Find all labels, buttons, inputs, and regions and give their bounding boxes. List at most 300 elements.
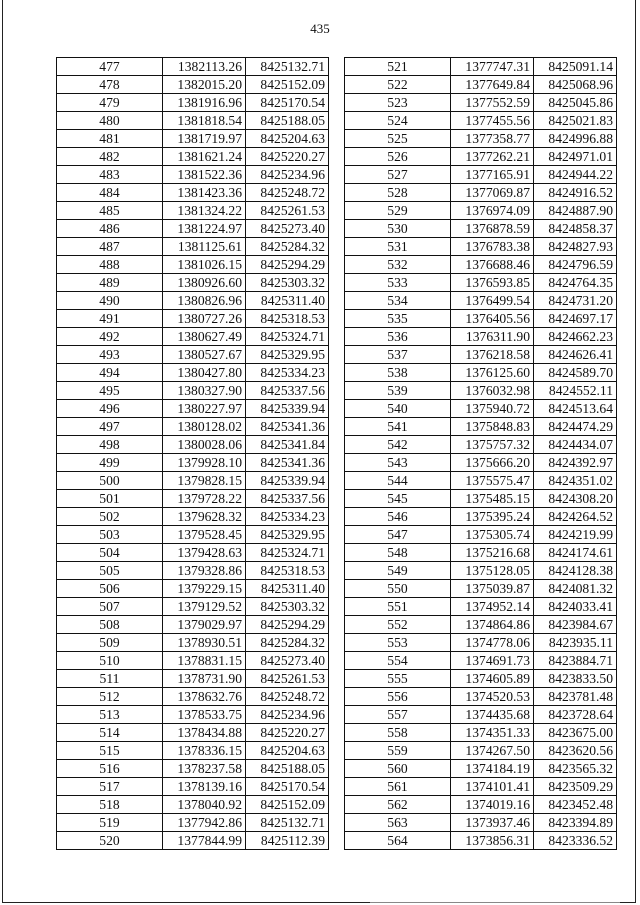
table-row: [345, 436, 617, 454]
table-row: [345, 544, 617, 562]
table-row: [345, 220, 617, 238]
y-coordinate-cell: 8424662.23: [534, 328, 617, 346]
y-coordinate-cell: 8425261.53: [246, 202, 329, 220]
table-body: [345, 58, 617, 850]
y-coordinate-cell: 8425188.05: [246, 112, 329, 130]
table-row: [345, 310, 617, 328]
x-coordinate-cell: 1380327.90: [163, 382, 246, 400]
table-row: [345, 94, 617, 112]
table-row: [57, 544, 329, 562]
x-coordinate-cell: 1375128.05: [451, 562, 534, 580]
y-coordinate-cell: 8424887.90: [534, 202, 617, 220]
x-coordinate-cell: 1381522.36: [163, 166, 246, 184]
table-row: [345, 670, 617, 688]
point-number-cell: 513: [57, 706, 163, 724]
x-coordinate-cell: 1377358.77: [451, 130, 534, 148]
x-coordinate-cell: 1374435.68: [451, 706, 534, 724]
y-coordinate-cell: 8423336.52: [534, 832, 617, 850]
point-number-cell: 510: [57, 652, 163, 670]
point-number-cell: 500: [57, 472, 163, 490]
point-number-cell: 522: [345, 76, 451, 94]
point-number-cell: 524: [345, 112, 451, 130]
y-coordinate-cell: 8425334.23: [246, 364, 329, 382]
table-row: [57, 328, 329, 346]
table-row: [345, 832, 617, 850]
point-number-cell: 517: [57, 778, 163, 796]
y-coordinate-cell: 8425170.54: [246, 94, 329, 112]
x-coordinate-cell: 1374101.41: [451, 778, 534, 796]
table-row: [57, 724, 329, 742]
x-coordinate-cell: 1382113.26: [163, 58, 246, 76]
point-number-cell: 516: [57, 760, 163, 778]
table-row: [345, 328, 617, 346]
x-coordinate-cell: 1381125.61: [163, 238, 246, 256]
point-number-cell: 552: [345, 616, 451, 634]
point-number-cell: 535: [345, 310, 451, 328]
y-coordinate-cell: 8425303.32: [246, 598, 329, 616]
table-row: [57, 364, 329, 382]
y-coordinate-cell: 8425303.32: [246, 274, 329, 292]
table-row: [345, 454, 617, 472]
point-number-cell: 485: [57, 202, 163, 220]
point-number-cell: 530: [345, 220, 451, 238]
table-row: [345, 688, 617, 706]
point-number-cell: 550: [345, 580, 451, 598]
table-row: [57, 58, 329, 76]
table-row: [57, 436, 329, 454]
point-number-cell: 498: [57, 436, 163, 454]
table-body: [57, 58, 329, 850]
table-row: [345, 382, 617, 400]
y-coordinate-cell: 8423884.71: [534, 652, 617, 670]
y-coordinate-cell: 8424858.37: [534, 220, 617, 238]
point-number-cell: 521: [345, 58, 451, 76]
x-coordinate-cell: 1381719.97: [163, 130, 246, 148]
x-coordinate-cell: 1378040.92: [163, 796, 246, 814]
point-number-cell: 549: [345, 562, 451, 580]
point-number-cell: 507: [57, 598, 163, 616]
x-coordinate-cell: 1380227.97: [163, 400, 246, 418]
x-coordinate-cell: 1380427.80: [163, 364, 246, 382]
x-coordinate-cell: 1375757.32: [451, 436, 534, 454]
x-coordinate-cell: 1374952.14: [451, 598, 534, 616]
x-coordinate-cell: 1376783.38: [451, 238, 534, 256]
table-row: [345, 364, 617, 382]
point-number-cell: 537: [345, 346, 451, 364]
x-coordinate-cell: 1376878.59: [451, 220, 534, 238]
y-coordinate-cell: 8423984.67: [534, 616, 617, 634]
point-number-cell: 492: [57, 328, 163, 346]
point-number-cell: 547: [345, 526, 451, 544]
point-number-cell: 556: [345, 688, 451, 706]
x-coordinate-cell: 1373856.31: [451, 832, 534, 850]
x-coordinate-cell: 1378139.16: [163, 778, 246, 796]
y-coordinate-cell: 8424697.17: [534, 310, 617, 328]
y-coordinate-cell: 8423565.32: [534, 760, 617, 778]
y-coordinate-cell: 8423620.56: [534, 742, 617, 760]
point-number-cell: 501: [57, 490, 163, 508]
point-number-cell: 488: [57, 256, 163, 274]
x-coordinate-cell: 1381621.24: [163, 148, 246, 166]
x-coordinate-cell: 1379928.10: [163, 454, 246, 472]
point-number-cell: 497: [57, 418, 163, 436]
y-coordinate-cell: 8425337.56: [246, 490, 329, 508]
y-coordinate-cell: 8424128.38: [534, 562, 617, 580]
table-row: [345, 706, 617, 724]
table-row: [57, 274, 329, 292]
point-number-cell: 487: [57, 238, 163, 256]
y-coordinate-cell: 8425318.53: [246, 562, 329, 580]
y-coordinate-cell: 8425324.71: [246, 328, 329, 346]
table-row: [57, 778, 329, 796]
table-row: [57, 346, 329, 364]
y-coordinate-cell: 8425341.36: [246, 418, 329, 436]
table-row: [345, 202, 617, 220]
x-coordinate-cell: 1381026.15: [163, 256, 246, 274]
point-number-cell: 544: [345, 472, 451, 490]
x-coordinate-cell: 1376499.54: [451, 292, 534, 310]
y-coordinate-cell: 8425220.27: [246, 724, 329, 742]
x-coordinate-cell: 1375039.87: [451, 580, 534, 598]
x-coordinate-cell: 1374351.33: [451, 724, 534, 742]
y-coordinate-cell: 8423833.50: [534, 670, 617, 688]
table-row: [57, 202, 329, 220]
y-coordinate-cell: 8424764.35: [534, 274, 617, 292]
x-coordinate-cell: 1381916.96: [163, 94, 246, 112]
y-coordinate-cell: 8425132.71: [246, 58, 329, 76]
x-coordinate-cell: 1381224.97: [163, 220, 246, 238]
x-coordinate-cell: 1377069.87: [451, 184, 534, 202]
point-number-cell: 523: [345, 94, 451, 112]
point-number-cell: 494: [57, 364, 163, 382]
y-coordinate-cell: 8425273.40: [246, 652, 329, 670]
point-number-cell: 518: [57, 796, 163, 814]
table-row: [57, 526, 329, 544]
x-coordinate-cell: 1380028.06: [163, 436, 246, 454]
y-coordinate-cell: 8424033.41: [534, 598, 617, 616]
table-row: [57, 580, 329, 598]
y-coordinate-cell: 8425311.40: [246, 292, 329, 310]
table-row: [345, 238, 617, 256]
x-coordinate-cell: 1382015.20: [163, 76, 246, 94]
x-coordinate-cell: 1378731.90: [163, 670, 246, 688]
point-number-cell: 531: [345, 238, 451, 256]
table-row: [345, 58, 617, 76]
coordinates-table-right: [344, 57, 617, 850]
y-coordinate-cell: 8425294.29: [246, 256, 329, 274]
y-coordinate-cell: 8424971.01: [534, 148, 617, 166]
table-row: [345, 562, 617, 580]
table-row: [57, 184, 329, 202]
x-coordinate-cell: 1379428.63: [163, 544, 246, 562]
x-coordinate-cell: 1380727.26: [163, 310, 246, 328]
table-row: [57, 742, 329, 760]
table-row: [345, 616, 617, 634]
y-coordinate-cell: 8424474.29: [534, 418, 617, 436]
y-coordinate-cell: 8424796.59: [534, 256, 617, 274]
point-number-cell: 553: [345, 634, 451, 652]
x-coordinate-cell: 1380627.49: [163, 328, 246, 346]
y-coordinate-cell: 8424351.02: [534, 472, 617, 490]
y-coordinate-cell: 8425341.36: [246, 454, 329, 472]
point-number-cell: 546: [345, 508, 451, 526]
point-number-cell: 514: [57, 724, 163, 742]
table-row: [57, 130, 329, 148]
table-row: [345, 580, 617, 598]
y-coordinate-cell: 8425261.53: [246, 670, 329, 688]
x-coordinate-cell: 1374605.89: [451, 670, 534, 688]
table-row: [345, 400, 617, 418]
point-number-cell: 504: [57, 544, 163, 562]
y-coordinate-cell: 8425294.29: [246, 616, 329, 634]
point-number-cell: 489: [57, 274, 163, 292]
point-number-cell: 532: [345, 256, 451, 274]
y-coordinate-cell: 8425132.71: [246, 814, 329, 832]
table-row: [345, 778, 617, 796]
x-coordinate-cell: 1376405.56: [451, 310, 534, 328]
table-row: [57, 220, 329, 238]
point-number-cell: 539: [345, 382, 451, 400]
x-coordinate-cell: 1374691.73: [451, 652, 534, 670]
point-number-cell: 555: [345, 670, 451, 688]
y-coordinate-cell: 8425324.71: [246, 544, 329, 562]
point-number-cell: 478: [57, 76, 163, 94]
point-number-cell: 483: [57, 166, 163, 184]
table-row: [345, 184, 617, 202]
table-row: [57, 76, 329, 94]
y-coordinate-cell: 8425112.39: [246, 832, 329, 850]
table-row: [345, 472, 617, 490]
y-coordinate-cell: 8424996.88: [534, 130, 617, 148]
table-row: [57, 562, 329, 580]
table-row: [345, 508, 617, 526]
point-number-cell: 491: [57, 310, 163, 328]
y-coordinate-cell: 8424392.97: [534, 454, 617, 472]
table-row: [345, 418, 617, 436]
point-number-cell: 543: [345, 454, 451, 472]
point-number-cell: 559: [345, 742, 451, 760]
y-coordinate-cell: 8425339.94: [246, 400, 329, 418]
x-coordinate-cell: 1378632.76: [163, 688, 246, 706]
point-number-cell: 481: [57, 130, 163, 148]
x-coordinate-cell: 1380826.96: [163, 292, 246, 310]
y-coordinate-cell: 8425248.72: [246, 688, 329, 706]
table-row: [57, 94, 329, 112]
point-number-cell: 479: [57, 94, 163, 112]
x-coordinate-cell: 1374184.19: [451, 760, 534, 778]
x-coordinate-cell: 1377649.84: [451, 76, 534, 94]
x-coordinate-cell: 1380926.60: [163, 274, 246, 292]
x-coordinate-cell: 1374778.06: [451, 634, 534, 652]
x-coordinate-cell: 1377942.86: [163, 814, 246, 832]
y-coordinate-cell: 8425337.56: [246, 382, 329, 400]
table-row: [345, 112, 617, 130]
y-coordinate-cell: 8425273.40: [246, 220, 329, 238]
y-coordinate-cell: 8423675.00: [534, 724, 617, 742]
table-row: [57, 598, 329, 616]
x-coordinate-cell: 1377455.56: [451, 112, 534, 130]
x-coordinate-cell: 1375940.72: [451, 400, 534, 418]
coordinates-table-left: [56, 57, 329, 850]
y-coordinate-cell: 8425091.14: [534, 58, 617, 76]
x-coordinate-cell: 1376032.98: [451, 382, 534, 400]
point-number-cell: 505: [57, 562, 163, 580]
table-row: [57, 382, 329, 400]
point-number-cell: 558: [345, 724, 451, 742]
x-coordinate-cell: 1374267.50: [451, 742, 534, 760]
y-coordinate-cell: 8423728.64: [534, 706, 617, 724]
y-coordinate-cell: 8425068.96: [534, 76, 617, 94]
x-coordinate-cell: 1378434.88: [163, 724, 246, 742]
x-coordinate-cell: 1376688.46: [451, 256, 534, 274]
x-coordinate-cell: 1379328.86: [163, 562, 246, 580]
point-number-cell: 541: [345, 418, 451, 436]
x-coordinate-cell: 1379129.52: [163, 598, 246, 616]
y-coordinate-cell: 8425021.83: [534, 112, 617, 130]
table-row: [345, 256, 617, 274]
point-number-cell: 548: [345, 544, 451, 562]
point-number-cell: 511: [57, 670, 163, 688]
x-coordinate-cell: 1375395.24: [451, 508, 534, 526]
x-coordinate-cell: 1376125.60: [451, 364, 534, 382]
x-coordinate-cell: 1377747.31: [451, 58, 534, 76]
table-row: [57, 472, 329, 490]
y-coordinate-cell: 8423509.29: [534, 778, 617, 796]
y-coordinate-cell: 8425045.86: [534, 94, 617, 112]
y-coordinate-cell: 8425311.40: [246, 580, 329, 598]
table-row: [57, 400, 329, 418]
x-coordinate-cell: 1379229.15: [163, 580, 246, 598]
x-coordinate-cell: 1381818.54: [163, 112, 246, 130]
table-row: [345, 814, 617, 832]
y-coordinate-cell: 8425204.63: [246, 742, 329, 760]
x-coordinate-cell: 1374019.16: [451, 796, 534, 814]
x-coordinate-cell: 1375485.15: [451, 490, 534, 508]
y-coordinate-cell: 8424513.64: [534, 400, 617, 418]
table-row: [57, 796, 329, 814]
table-row: [57, 310, 329, 328]
x-coordinate-cell: 1378930.51: [163, 634, 246, 652]
x-coordinate-cell: 1379628.32: [163, 508, 246, 526]
x-coordinate-cell: 1379029.97: [163, 616, 246, 634]
x-coordinate-cell: 1376218.58: [451, 346, 534, 364]
table-row: [57, 418, 329, 436]
x-coordinate-cell: 1376593.85: [451, 274, 534, 292]
table-row: [57, 112, 329, 130]
point-number-cell: 482: [57, 148, 163, 166]
y-coordinate-cell: 8424552.11: [534, 382, 617, 400]
y-coordinate-cell: 8424264.52: [534, 508, 617, 526]
y-coordinate-cell: 8424308.20: [534, 490, 617, 508]
point-number-cell: 509: [57, 634, 163, 652]
page-number: 435: [310, 21, 330, 36]
table-row: [57, 292, 329, 310]
table-row: [345, 148, 617, 166]
point-number-cell: 527: [345, 166, 451, 184]
y-coordinate-cell: 8425248.72: [246, 184, 329, 202]
point-number-cell: 525: [345, 130, 451, 148]
table-row: [345, 292, 617, 310]
x-coordinate-cell: 1377844.99: [163, 832, 246, 850]
y-coordinate-cell: 8425284.32: [246, 238, 329, 256]
y-coordinate-cell: 8425339.94: [246, 472, 329, 490]
point-number-cell: 533: [345, 274, 451, 292]
y-coordinate-cell: 8424219.99: [534, 526, 617, 544]
y-coordinate-cell: 8424081.32: [534, 580, 617, 598]
table-row: [57, 166, 329, 184]
x-coordinate-cell: 1375305.74: [451, 526, 534, 544]
table-row: [57, 832, 329, 850]
point-number-cell: 519: [57, 814, 163, 832]
table-row: [345, 760, 617, 778]
point-number-cell: 529: [345, 202, 451, 220]
y-coordinate-cell: 8425234.96: [246, 706, 329, 724]
table-row: [345, 598, 617, 616]
y-coordinate-cell: 8424731.20: [534, 292, 617, 310]
y-coordinate-cell: 8424916.52: [534, 184, 617, 202]
y-coordinate-cell: 8424827.93: [534, 238, 617, 256]
table-row: [345, 274, 617, 292]
y-coordinate-cell: 8425318.53: [246, 310, 329, 328]
point-number-cell: 536: [345, 328, 451, 346]
x-coordinate-cell: 1380527.67: [163, 346, 246, 364]
x-coordinate-cell: 1379528.45: [163, 526, 246, 544]
table-row: [57, 490, 329, 508]
point-number-cell: 480: [57, 112, 163, 130]
table-row: [345, 76, 617, 94]
point-number-cell: 496: [57, 400, 163, 418]
point-number-cell: 484: [57, 184, 163, 202]
x-coordinate-cell: 1375575.47: [451, 472, 534, 490]
y-coordinate-cell: 8425284.32: [246, 634, 329, 652]
point-number-cell: 540: [345, 400, 451, 418]
y-coordinate-cell: 8423781.48: [534, 688, 617, 706]
x-coordinate-cell: 1378533.75: [163, 706, 246, 724]
x-coordinate-cell: 1377165.91: [451, 166, 534, 184]
x-coordinate-cell: 1374864.86: [451, 616, 534, 634]
table-row: [345, 490, 617, 508]
x-coordinate-cell: 1381423.36: [163, 184, 246, 202]
x-coordinate-cell: 1377262.21: [451, 148, 534, 166]
table-row: [57, 238, 329, 256]
point-number-cell: 526: [345, 148, 451, 166]
y-coordinate-cell: 8425170.54: [246, 778, 329, 796]
y-coordinate-cell: 8425334.23: [246, 508, 329, 526]
y-coordinate-cell: 8423452.48: [534, 796, 617, 814]
point-number-cell: 486: [57, 220, 163, 238]
point-number-cell: 534: [345, 292, 451, 310]
point-number-cell: 557: [345, 706, 451, 724]
table-row: [57, 814, 329, 832]
y-coordinate-cell: 8424626.41: [534, 346, 617, 364]
table-row: [345, 130, 617, 148]
table-row: [57, 688, 329, 706]
x-coordinate-cell: 1377552.59: [451, 94, 534, 112]
point-number-cell: 560: [345, 760, 451, 778]
y-coordinate-cell: 8425341.84: [246, 436, 329, 454]
point-number-cell: 503: [57, 526, 163, 544]
table-row: [345, 526, 617, 544]
x-coordinate-cell: 1378336.15: [163, 742, 246, 760]
x-coordinate-cell: 1379828.15: [163, 472, 246, 490]
point-number-cell: 502: [57, 508, 163, 526]
x-coordinate-cell: 1375666.20: [451, 454, 534, 472]
x-coordinate-cell: 1381324.22: [163, 202, 246, 220]
point-number-cell: 551: [345, 598, 451, 616]
table-row: [345, 634, 617, 652]
x-coordinate-cell: 1376974.09: [451, 202, 534, 220]
point-number-cell: 538: [345, 364, 451, 382]
